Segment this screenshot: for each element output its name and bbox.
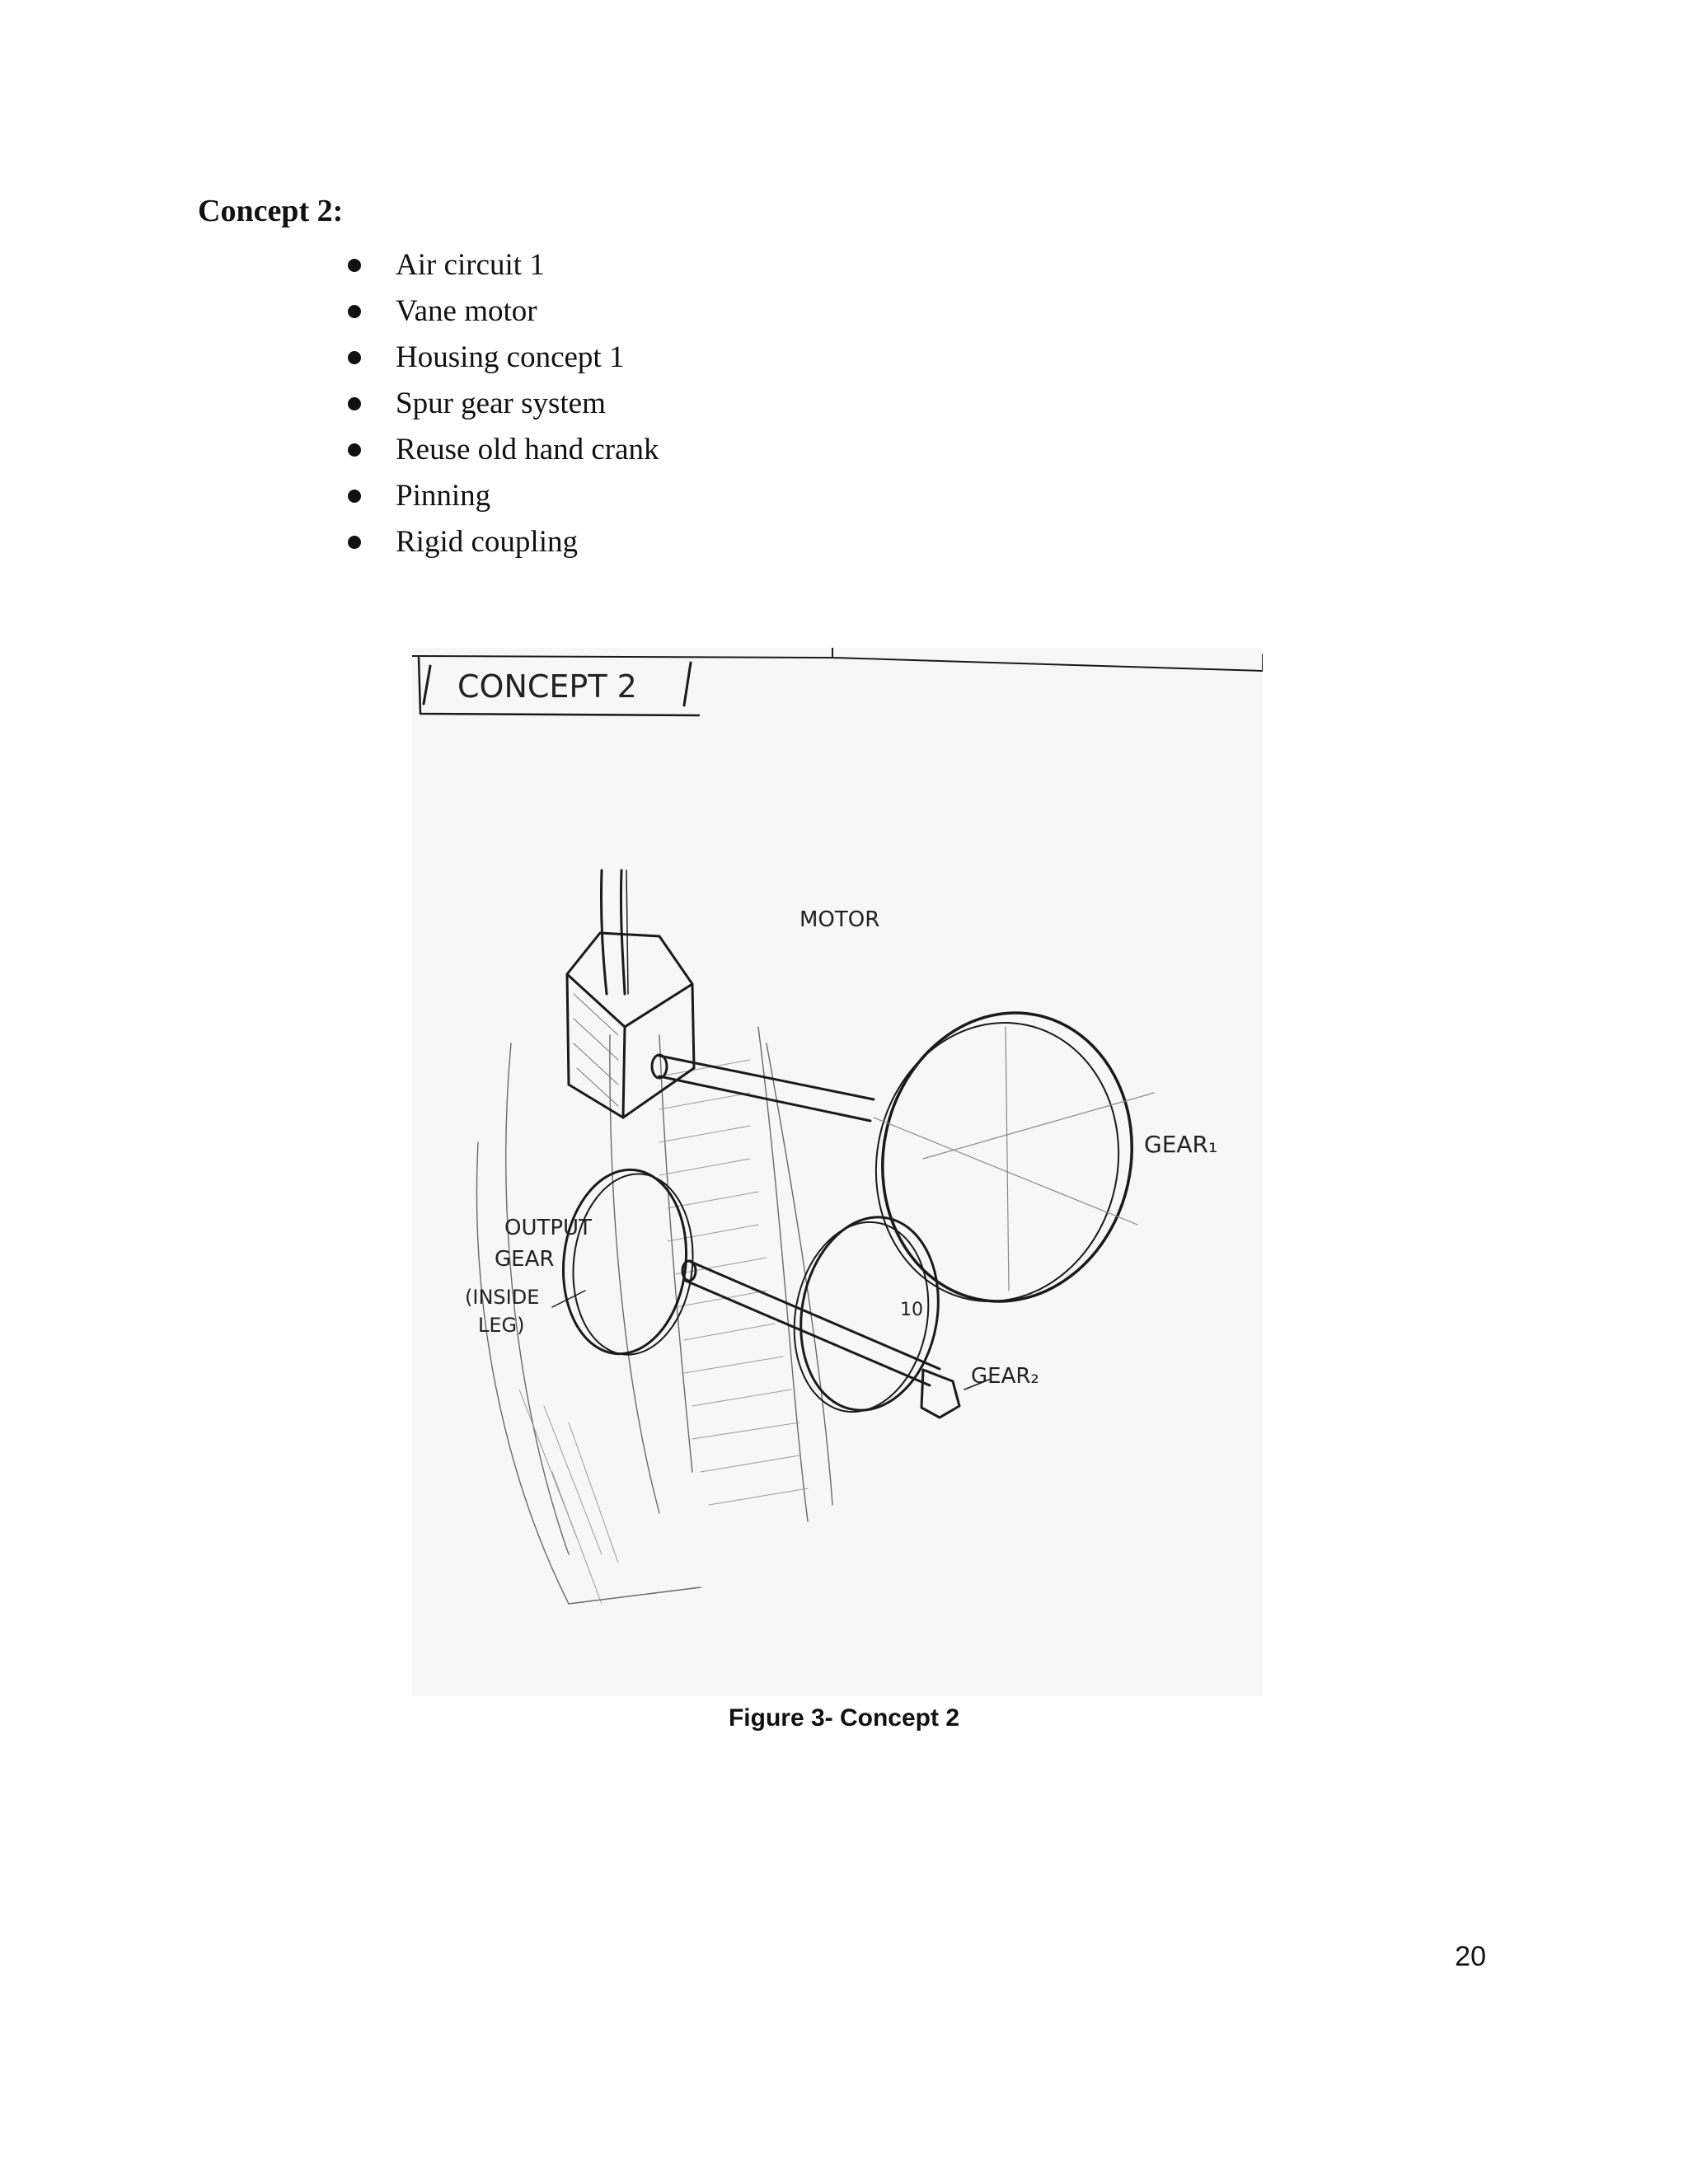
bullet-icon bbox=[348, 536, 361, 549]
list-item-text: Spur gear system bbox=[396, 387, 606, 420]
list-item bbox=[345, 335, 659, 381]
bullet-icon bbox=[348, 443, 361, 457]
gear2-label: GEAR₂ bbox=[971, 1364, 1039, 1389]
tooth-mark-label: 10 bbox=[900, 1300, 923, 1320]
output-gear-label: OUTPUT bbox=[504, 1216, 592, 1240]
bullet-icon bbox=[348, 259, 361, 272]
page-number: 20 bbox=[1455, 1941, 1486, 1972]
motor-label: MOTOR bbox=[799, 907, 880, 932]
sketch-title: CONCEPT 2 bbox=[457, 668, 637, 705]
figure-caption: Figure 3- Concept 2 bbox=[728, 1704, 960, 1732]
list-item bbox=[345, 427, 659, 473]
bullet-icon bbox=[348, 397, 361, 410]
list-item-text: Rigid coupling bbox=[396, 525, 578, 559]
list-item bbox=[345, 381, 659, 427]
output-gear-label: (INSIDE bbox=[465, 1286, 540, 1309]
bullet-icon bbox=[348, 305, 361, 318]
list-item-text: Vane motor bbox=[396, 294, 537, 328]
section-heading: Concept 2: bbox=[198, 194, 344, 228]
gear1-label: GEAR₁ bbox=[1144, 1131, 1218, 1158]
list-item-text: Pinning bbox=[396, 479, 491, 513]
concept-component-list bbox=[345, 242, 659, 565]
concept-sketch-figure bbox=[412, 648, 1263, 1696]
list-item bbox=[345, 288, 659, 335]
bullet-icon bbox=[348, 490, 361, 503]
list-item bbox=[345, 519, 659, 565]
list-item-text: Air circuit 1 bbox=[396, 248, 545, 282]
concept-sketch bbox=[412, 648, 1263, 1696]
output-gear-label: GEAR bbox=[495, 1247, 555, 1272]
list-item-text: Housing concept 1 bbox=[396, 340, 625, 374]
bullet-icon bbox=[348, 351, 361, 364]
list-item bbox=[345, 473, 659, 519]
list-item bbox=[345, 242, 659, 288]
output-gear-label: LEG) bbox=[478, 1314, 525, 1337]
list-item-text: Reuse old hand crank bbox=[396, 433, 659, 466]
